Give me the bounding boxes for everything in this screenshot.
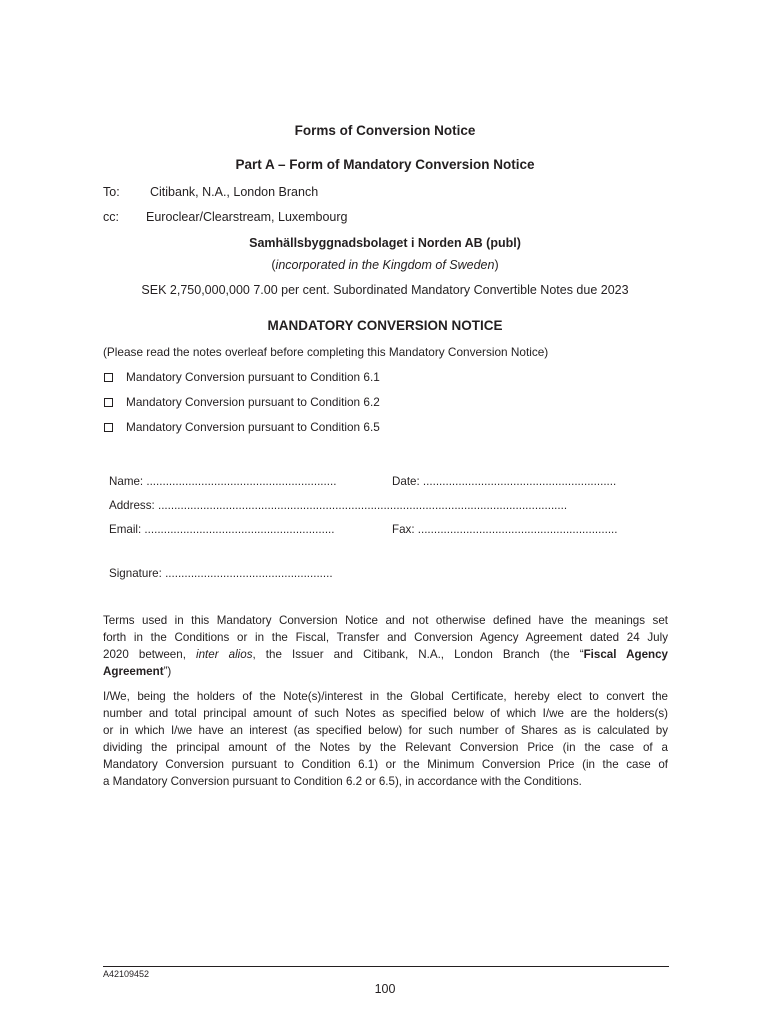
- name-field[interactable]: Name: ...........................................................: [109, 475, 337, 488]
- option-checkbox-6-1[interactable]: [104, 373, 113, 382]
- signature-field[interactable]: Signature: ....................................................: [109, 567, 333, 580]
- instruction-text: (Please read the notes overleaf before completing this Mandatory Conversion Notice): [103, 345, 549, 359]
- inter-alios-text: inter alios: [196, 648, 253, 661]
- definitions-line-3-mid: , the Issuer and Citibank, N.A., London Branch (the “: [252, 648, 584, 661]
- issuer-name: Samhällsbyggnadsbolaget i Norden AB (publ): [249, 236, 521, 250]
- to-value: Citibank, N.A., London Branch: [150, 185, 319, 199]
- election-line-4: dividing the principal amount of the Notes by the Relevant Conversion Price (in the case of a: [103, 741, 668, 754]
- notes-description: SEK 2,750,000,000 7.00 per cent. Subordinated Mandatory Convertible Notes due 2023: [141, 283, 629, 297]
- option-checkbox-6-5[interactable]: [104, 423, 113, 432]
- election-line-5: Mandatory Conversion pursuant to Condition 6.1) or the Minimum Conversion Price (in the case of: [103, 758, 668, 771]
- email-field[interactable]: Email: ...........................................................: [109, 523, 335, 536]
- cc-key: cc:: [103, 210, 119, 224]
- definitions-line-4-end: ”): [163, 665, 172, 678]
- to-key: To:: [103, 185, 120, 199]
- footer-rule: [103, 966, 669, 967]
- cc-value: Euroclear/Clearstream, Luxembourg: [146, 210, 348, 224]
- page-heading: Forms of Conversion Notice: [294, 123, 476, 138]
- page-number: 100: [374, 982, 396, 996]
- election-line-6: a Mandatory Conversion pursuant to Condition 6.2 or 6.5), in accordance with the Conditions.: [103, 775, 582, 788]
- fax-field[interactable]: Fax: ..............................................................: [392, 523, 618, 536]
- option-label-6-2: Mandatory Conversion pursuant to Condition 6.2: [126, 395, 380, 409]
- definitions-line-4: [103, 663, 668, 680]
- election-paragraph: [103, 688, 668, 790]
- document-reference: A42109452: [103, 969, 150, 979]
- definitions-line-3-start: 2020 between,: [103, 648, 197, 661]
- definitions-line-1: Terms used in this Mandatory Conversion Notice and not otherwise defined have the meanings set: [103, 614, 668, 627]
- option-label-6-1: Mandatory Conversion pursuant to Condition 6.1: [126, 370, 380, 384]
- agreement-term: Agreement: [103, 665, 164, 678]
- definitions-line-3: [103, 646, 668, 663]
- page-subheading: Part A – Form of Mandatory Conversion Notice: [235, 157, 535, 172]
- address-field[interactable]: Address: ...............................................................................................................................: [109, 499, 568, 512]
- definitions-line-2: forth in the Conditions or in the Fiscal, Transfer and Conversion Agency Agreement dated 24 July: [103, 631, 668, 644]
- date-field[interactable]: Date: ............................................................: [392, 475, 617, 488]
- option-checkbox-6-2[interactable]: [104, 398, 113, 407]
- election-line-1: I/We, being the holders of the Note(s)/interest in the Global Certificate, hereby elect to convert the: [103, 690, 668, 703]
- notice-title: MANDATORY CONVERSION NOTICE: [267, 318, 503, 333]
- fiscal-agency-term: Fiscal Agency: [583, 648, 668, 661]
- election-line-3: or in which I/we have an interest (as specified below) for such number of Shares as is calculated by: [103, 724, 668, 737]
- issuer-incorporation: (incorporated in the Kingdom of Sweden): [271, 258, 499, 272]
- election-line-2: number and total principal amount of such Notes as specified below of which I/we are the holders(s): [103, 707, 668, 720]
- definitions-paragraph: [103, 612, 668, 680]
- incorporation-text: incorporated in the Kingdom of Sweden: [275, 258, 495, 272]
- option-label-6-5: Mandatory Conversion pursuant to Condition 6.5: [126, 420, 380, 434]
